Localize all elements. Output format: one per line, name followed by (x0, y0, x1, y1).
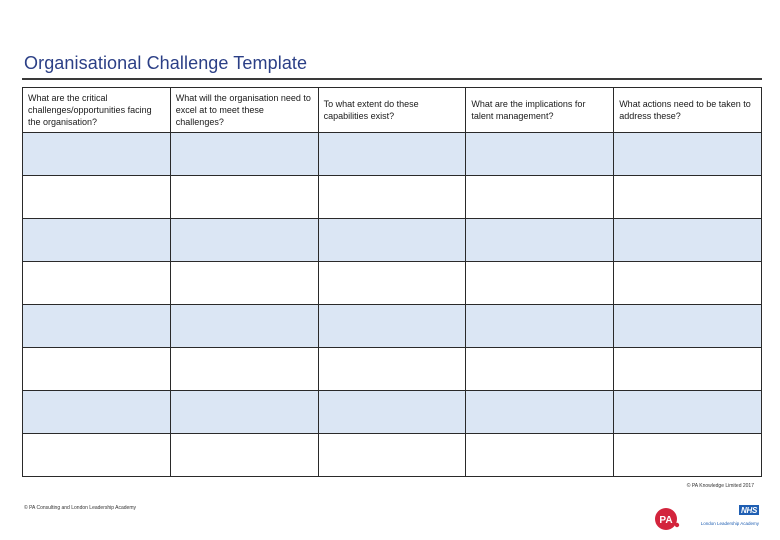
table-cell[interactable] (319, 391, 467, 434)
table-cell[interactable] (614, 133, 762, 176)
table-cell[interactable] (614, 391, 762, 434)
table-cell[interactable] (319, 434, 467, 477)
table-cell[interactable] (614, 219, 762, 262)
table-cell[interactable] (466, 262, 614, 305)
column-header-challenges: What are the critical challenges/opportunities facing the organisation? (23, 88, 171, 133)
nhs-subtitle: London Leadership Academy (700, 521, 759, 526)
table-cell[interactable] (614, 434, 762, 477)
pa-logo-icon (654, 506, 680, 532)
nhs-logo-icon: NHS (741, 505, 757, 515)
table-cell[interactable] (23, 348, 171, 391)
column-header-excel: What will the organisation need to excel at to meet these challenges? (171, 88, 319, 133)
column-header-capabilities: To what extent do these capabilities exist? (319, 88, 467, 133)
challenge-table (22, 87, 762, 477)
svg-text:PA: PA (659, 515, 673, 526)
table-cell[interactable] (23, 219, 171, 262)
title-divider (22, 78, 762, 80)
table-cell[interactable] (466, 348, 614, 391)
table-cell[interactable] (23, 133, 171, 176)
table-cell[interactable] (319, 305, 467, 348)
copyright-notice-left: © PA Consulting and London Leadership Academy (24, 505, 137, 511)
table-cell[interactable] (466, 391, 614, 434)
column-header-implications: What are the implications for talent management? (466, 88, 614, 133)
table-cell[interactable] (171, 262, 319, 305)
table-cell[interactable] (171, 434, 319, 477)
table-cell[interactable] (319, 348, 467, 391)
table-cell[interactable] (614, 348, 762, 391)
table-cell[interactable] (171, 133, 319, 176)
table-cell[interactable] (171, 348, 319, 391)
table-cell[interactable] (466, 176, 614, 219)
table-cell[interactable] (466, 219, 614, 262)
column-header-actions: What actions need to be taken to address these? (614, 88, 762, 133)
table-cell[interactable] (171, 391, 319, 434)
table-cell[interactable] (319, 219, 467, 262)
table-cell[interactable] (23, 391, 171, 434)
table-cell[interactable] (466, 133, 614, 176)
copyright-notice-right: © PA Knowledge Limited 2017 (686, 483, 754, 489)
table-cell[interactable] (466, 434, 614, 477)
table-cell[interactable] (23, 262, 171, 305)
page-title: Organisational Challenge Template (24, 53, 308, 73)
table-cell[interactable] (23, 305, 171, 348)
table-cell[interactable] (466, 305, 614, 348)
table-cell[interactable] (171, 305, 319, 348)
table-cell[interactable] (23, 176, 171, 219)
table-cell[interactable] (614, 305, 762, 348)
table-cell[interactable] (319, 176, 467, 219)
table-cell[interactable] (319, 262, 467, 305)
table-cell[interactable] (614, 176, 762, 219)
table-cell[interactable] (614, 262, 762, 305)
table-cell[interactable] (171, 176, 319, 219)
table-cell[interactable] (23, 434, 171, 477)
table-cell[interactable] (171, 219, 319, 262)
table-cell[interactable] (319, 133, 467, 176)
